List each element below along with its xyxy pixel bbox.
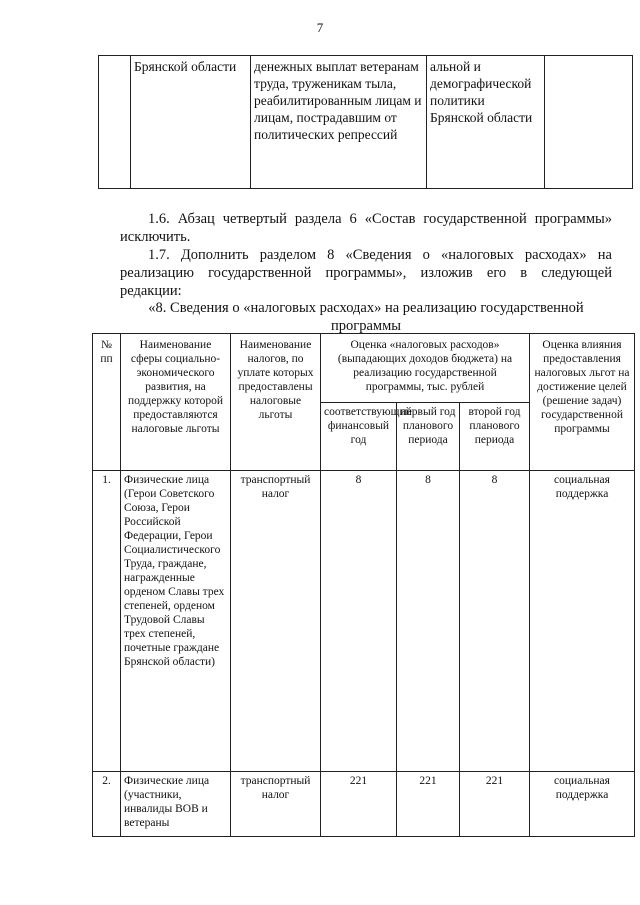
header-influence: Оценка влияния предоставления налоговых льгот на достижение целей (решение задач) государственной программы [530, 334, 635, 471]
row-effect: социальная поддержка [530, 772, 635, 837]
continued-table [98, 55, 633, 189]
section-8-title: «8. Сведения о «налоговых расходах» на реализацию государственной программы [148, 300, 584, 334]
table-row [99, 56, 633, 189]
table-cell: Брянской области [131, 56, 251, 189]
header-year-first: первый год планового периода [397, 403, 460, 471]
row-category: Физические лица (участники, инвалиды ВОВ и ветераны [121, 772, 231, 837]
table-header-row [93, 334, 635, 403]
table-row [93, 772, 635, 837]
row-tax: транспортный налог [231, 772, 321, 837]
row-num: 2. [93, 772, 121, 837]
row-second: 8 [460, 471, 530, 772]
row-current: 8 [321, 471, 397, 772]
table-cell [99, 56, 131, 189]
row-second: 221 [460, 772, 530, 837]
header-estimate: Оценка «налоговых расходов» (выпадающих доходов бюджета) на реализацию государственной программы, тыс. рублей [321, 334, 530, 403]
table-cell: альной и демографической политики Брянской области [427, 56, 545, 189]
table-cell: денежных выплат ветеранам труда, труженикам тыла, реабилитированным лицам и лицам, пострадавшим от политических репрессий [251, 56, 427, 189]
paragraph-1-6: 1.6. Абзац четвертый раздела 6 «Состав государственной программы» исключить. [120, 211, 612, 245]
header-year-current: соответствующий финансовый год [321, 403, 397, 471]
row-first: 221 [397, 772, 460, 837]
row-current: 221 [321, 772, 397, 837]
header-num: № пп [93, 334, 121, 471]
tax-expenditure-table [92, 333, 635, 837]
page-number: 7 [316, 20, 324, 35]
paragraph-1-7: 1.7. Дополнить разделом 8 «Сведения о «налоговых расходах» на реализацию государственной программы», изложив его в следующей редакции: [120, 247, 612, 299]
row-effect: социальная поддержка [530, 471, 635, 772]
row-first: 8 [397, 471, 460, 772]
row-category: Физические лица (Герои Советского Союза, Герои Российской Федерации, Герои Социалистического Труда, граждане, награжденные орденом Славы трех степеней, орденом Трудовой Славы трех степеней, почетные граждане Брянской области) [121, 471, 231, 772]
row-num: 1. [93, 471, 121, 772]
header-taxes: Наименование налогов, по уплате которых предоставлены налоговые льготы [231, 334, 321, 471]
table-row [93, 471, 635, 772]
table-cell [545, 56, 633, 189]
row-tax: транспортный налог [231, 471, 321, 772]
header-year-second: второй год планового периода [460, 403, 530, 471]
header-sphere: Наименование сферы социально-экономического развития, на поддержку которой предоставляются налоговые льготы [121, 334, 231, 471]
